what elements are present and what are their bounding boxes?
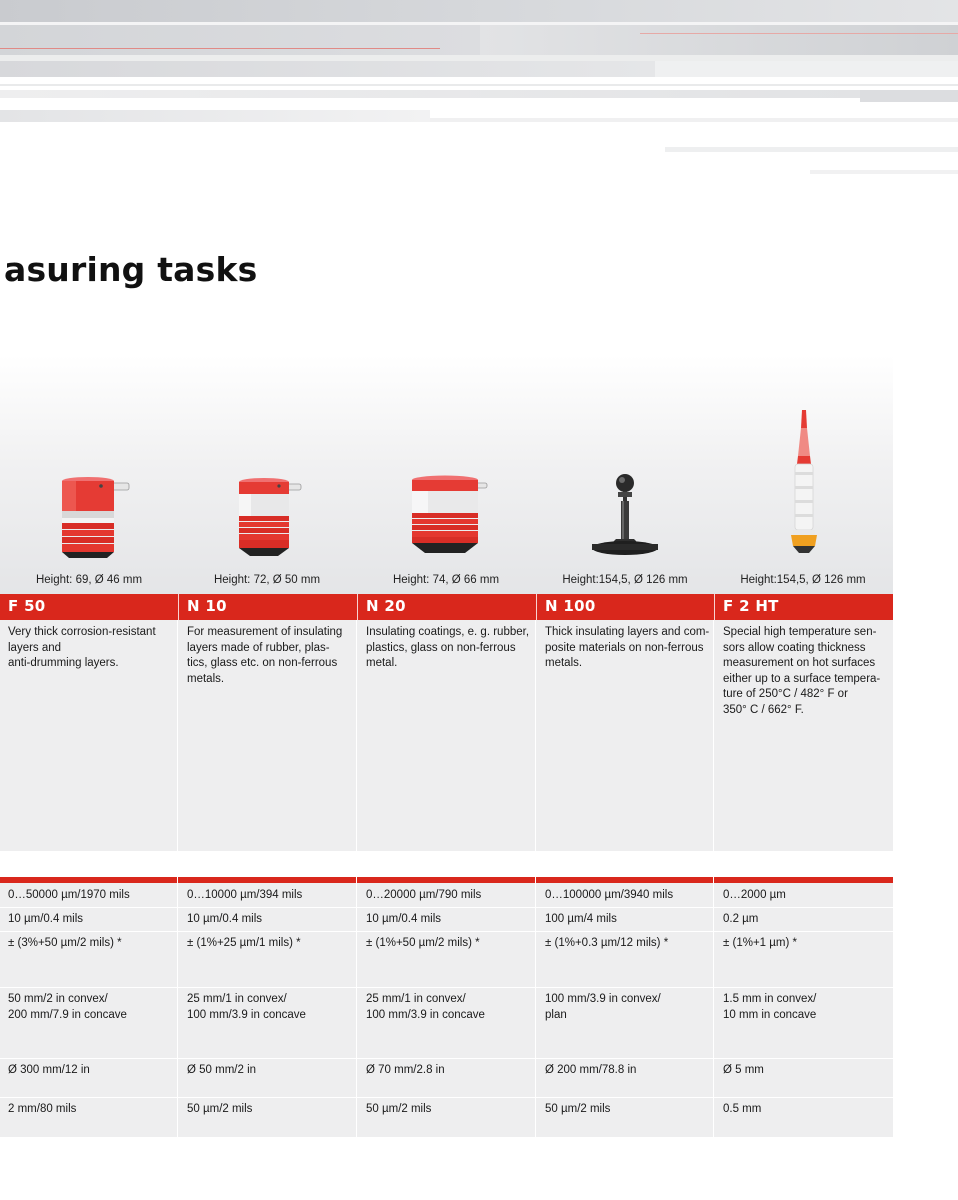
spec-min-thickness-n100: 50 µm/2 mils (545, 1103, 611, 1115)
description-n100: Thick insulating layers and com- posite materials on non-ferrous metals. (545, 626, 710, 669)
band-divider (357, 594, 358, 620)
spec-range-n100: 0…100000 µm/3940 mils (545, 889, 674, 901)
product-name-f50: F 50 (8, 597, 46, 615)
probe-n100-image (588, 468, 664, 560)
spec-curvature-f2ht: 1.5 mm in convex/ 10 mm in concave (723, 993, 817, 1021)
spec-accuracy-n10: ± (1%+25 µm/1 mils) * (187, 937, 301, 949)
height-label-f50: Height: 69, Ø 46 mm (35, 574, 143, 586)
product-name-n100: N 100 (545, 597, 596, 615)
height-label-n20: Height: 74, Ø 66 mm (392, 574, 500, 586)
probe-f50-image (55, 474, 135, 564)
height-label-f2ht: Height:154,5, Ø 126 mm (740, 574, 866, 586)
spec-resolution-n100: 100 µm/4 mils (545, 913, 617, 925)
spec-range-f50: 0…50000 µm/1970 mils (8, 889, 130, 901)
probe-f2ht-image (783, 408, 827, 560)
spec-min-area-n20: Ø 70 mm/2.8 in (366, 1064, 445, 1076)
spec-curvature-n10: 25 mm/1 in convex/ 100 mm/3.9 in concave (187, 993, 306, 1021)
row-divider (0, 907, 893, 908)
height-label-n10: Height: 72, Ø 50 mm (213, 574, 321, 586)
row-divider (0, 1058, 893, 1059)
product-name-n10: N 10 (187, 597, 227, 615)
spec-accuracy-f50: ± (3%+50 µm/2 mils) * (8, 937, 122, 949)
spec-min-thickness-f50: 2 mm/80 mils (8, 1103, 77, 1115)
spec-accuracy-n20: ± (1%+50 µm/2 mils) * (366, 937, 480, 949)
spec-min-thickness-f2ht: 0.5 mm (723, 1103, 762, 1115)
description-n20: Insulating coatings, e. g. rubber, plastics, glass on non-ferrous metal. (366, 626, 530, 669)
probe-n10-image (234, 476, 314, 562)
probe-n20-image (405, 473, 495, 563)
spec-min-area-n10: Ø 50 mm/2 in (187, 1064, 257, 1076)
spec-min-area-n100: Ø 200 mm/78.8 in (545, 1064, 637, 1076)
spec-range-n20: 0…20000 µm/790 mils (366, 889, 482, 901)
page-title: asuring tasks (4, 250, 258, 289)
description-n10: For measurement of insulating layers made of rubber, plas- tics, glass etc. on non-ferrous metals. (187, 626, 343, 685)
column-divider (177, 877, 178, 1137)
band-divider (714, 594, 715, 620)
spec-curvature-f50: 50 mm/2 in convex/ 200 mm/7.9 in concave (8, 993, 127, 1021)
spec-resolution-n20: 10 µm/0.4 mils (366, 913, 442, 925)
band-divider (178, 594, 179, 620)
product-name-f2ht: F 2 HT (723, 597, 779, 615)
product-name-n20: N 20 (366, 597, 406, 615)
column-divider (535, 877, 536, 1137)
description-f50: Very thick corrosion-resistant layers and anti-drumming layers. (8, 626, 156, 669)
row-divider (0, 987, 893, 988)
spec-curvature-n20: 25 mm/1 in convex/ 100 mm/3.9 in concave (366, 993, 485, 1021)
spec-resolution-n10: 10 µm/0.4 mils (187, 913, 263, 925)
spec-min-area-f50: Ø 300 mm/12 in (8, 1064, 90, 1076)
spec-min-area-f2ht: Ø 5 mm (723, 1064, 764, 1076)
spec-min-thickness-n10: 50 µm/2 mils (187, 1103, 253, 1115)
spec-min-thickness-n20: 50 µm/2 mils (366, 1103, 432, 1115)
band-divider (536, 594, 537, 620)
spec-range-f2ht: 0…2000 µm (723, 889, 786, 901)
spec-resolution-f2ht: 0.2 µm (723, 913, 759, 925)
column-divider (713, 877, 714, 1137)
row-divider (0, 1097, 893, 1098)
height-label-n100: Height:154,5, Ø 126 mm (562, 574, 688, 586)
header-decoration (0, 0, 958, 180)
spec-resolution-f50: 10 µm/0.4 mils (8, 913, 84, 925)
column-divider (177, 620, 178, 851)
column-divider (535, 620, 536, 851)
spec-accuracy-f2ht: ± (1%+1 µm) * (723, 937, 797, 949)
row-divider (0, 931, 893, 932)
spec-curvature-n100: 100 mm/3.9 in convex/ plan (545, 993, 661, 1021)
spec-accuracy-n100: ± (1%+0.3 µm/12 mils) * (545, 937, 669, 949)
column-divider (356, 620, 357, 851)
column-divider (356, 877, 357, 1137)
spec-range-n10: 0…10000 µm/394 mils (187, 889, 303, 901)
description-f2ht: Special high temperature sen- sors allow coating thickness measurement on hot surfaces either up to a surface tempera- ture of 250°C / 482° F or 350° C / 662° F. (723, 626, 881, 716)
column-divider (713, 620, 714, 851)
